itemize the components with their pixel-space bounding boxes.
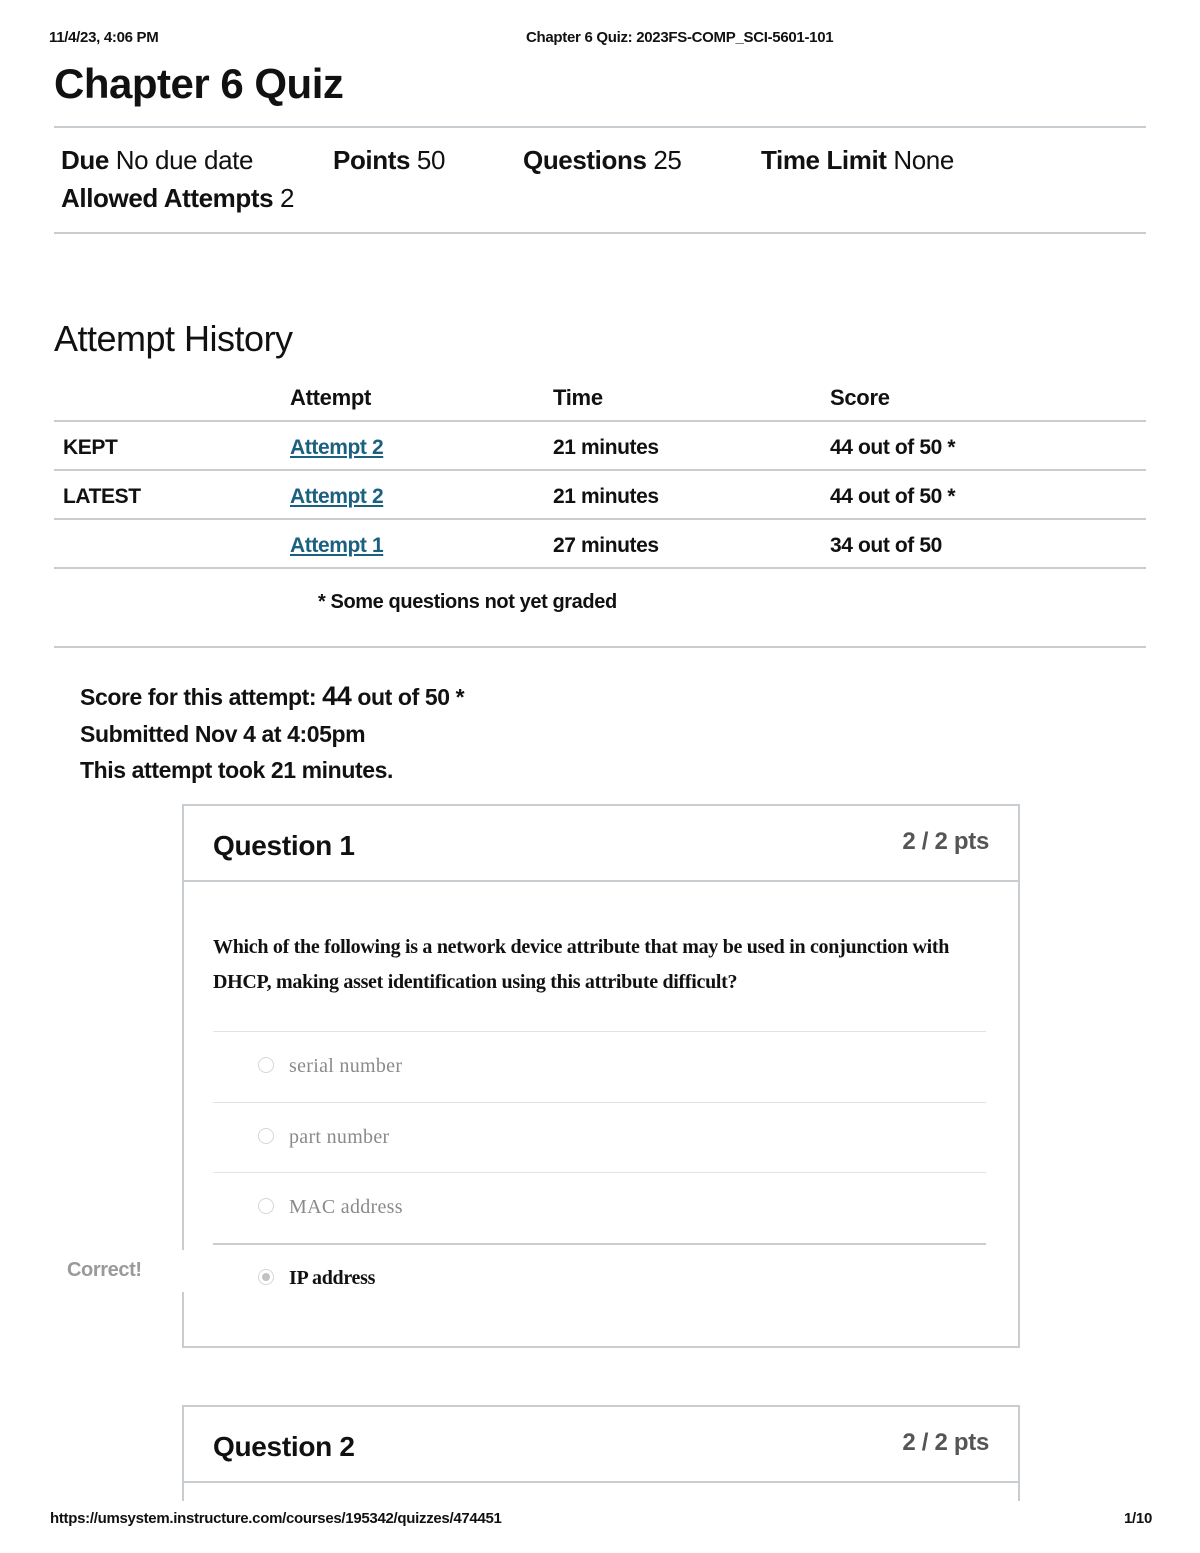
question-header [184, 1407, 1018, 1483]
radio-button[interactable] [258, 1057, 274, 1073]
question-points: 2 / 2 pts [902, 1429, 989, 1456]
attempt-score: 44 out of 50 * [830, 485, 956, 508]
allowed-attempts-value: 2 [280, 183, 295, 213]
table-divider [54, 420, 1146, 422]
answer-divider [213, 1031, 986, 1032]
print-url: https://umsystem.instructure.com/courses/195342/quizzes/474451 [50, 1510, 502, 1527]
question-title: Question 2 [213, 1431, 355, 1462]
answer-divider [213, 1102, 986, 1103]
answer-option[interactable]: serial number [289, 1055, 403, 1077]
answer-option[interactable]: part number [289, 1126, 390, 1148]
due-info [61, 145, 253, 176]
points-value: 50 [416, 145, 446, 175]
due-value: No due date [115, 145, 254, 175]
submitted-time: Submitted Nov 4 at 4:05pm [80, 721, 366, 747]
print-datetime: 11/4/23, 4:06 PM [49, 29, 159, 46]
time-limit-info [761, 145, 954, 176]
answer-divider [213, 1172, 986, 1173]
answer-divider [213, 1243, 986, 1245]
score-value: 44 [322, 681, 352, 711]
column-header-attempt: Attempt [290, 385, 372, 410]
table-divider [54, 518, 1146, 520]
table-divider [54, 469, 1146, 471]
time-limit-label: Time Limit [761, 145, 887, 175]
allowed-attempts-info [61, 183, 294, 214]
divider [54, 232, 1146, 234]
allowed-attempts-label: Allowed Attempts [61, 183, 274, 213]
time-limit-value: None [893, 145, 954, 175]
divider [54, 126, 1146, 128]
question-card [182, 1405, 1020, 1501]
question-header [184, 806, 1018, 882]
divider [54, 646, 1146, 648]
score-suffix: out of 50 * [351, 684, 465, 710]
answer-option[interactable]: MAC address [289, 1196, 403, 1218]
points-label: Points [333, 145, 411, 175]
column-header-score: Score [830, 385, 890, 410]
attempt-duration: This attempt took 21 minutes. [80, 757, 394, 783]
radio-button-selected[interactable] [258, 1269, 274, 1285]
question-points: 2 / 2 pts [902, 828, 989, 855]
correct-marker-gap [160, 1250, 186, 1292]
answer-option-selected[interactable]: IP address [289, 1267, 376, 1289]
attempt-link[interactable]: Attempt 1 [290, 534, 384, 557]
row-tag: KEPT [63, 436, 118, 459]
row-tag: LATEST [63, 485, 141, 508]
question-title: Question 1 [213, 830, 355, 861]
questions-label: Questions [523, 145, 647, 175]
question-text: Which of the following is a network device attribute that may be used in conjunction with DHCP, making asset identification using this attribute difficult? [213, 936, 950, 993]
points-info [333, 145, 445, 176]
attempt-score: 44 out of 50 * [830, 436, 956, 459]
questions-value: 25 [653, 145, 682, 175]
attempt-time: 21 minutes [553, 436, 659, 459]
attempt-time: 27 minutes [553, 534, 659, 557]
column-header-time: Time [553, 385, 603, 410]
score-prefix: Score for this attempt: [80, 684, 323, 710]
page-title: Chapter 6 Quiz [54, 60, 344, 107]
table-divider [54, 567, 1146, 569]
attempt-link[interactable]: Attempt 2 [290, 485, 384, 508]
radio-button[interactable] [258, 1198, 274, 1214]
due-label: Due [61, 145, 109, 175]
print-doc-title: Chapter 6 Quiz: 2023FS-COMP_SCI-5601-101 [526, 29, 834, 46]
attempt-link[interactable]: Attempt 2 [290, 436, 384, 459]
correct-indicator: Correct! [67, 1259, 142, 1281]
print-page-number: 1/10 [1124, 1510, 1152, 1527]
questions-info [523, 145, 681, 176]
attempt-score-summary [80, 681, 464, 712]
grading-footnote: * Some questions not yet graded [318, 591, 617, 613]
radio-button[interactable] [258, 1128, 274, 1144]
attempt-history-title: Attempt History [54, 318, 293, 359]
attempt-score: 34 out of 50 [830, 534, 942, 557]
attempt-time: 21 minutes [553, 485, 659, 508]
